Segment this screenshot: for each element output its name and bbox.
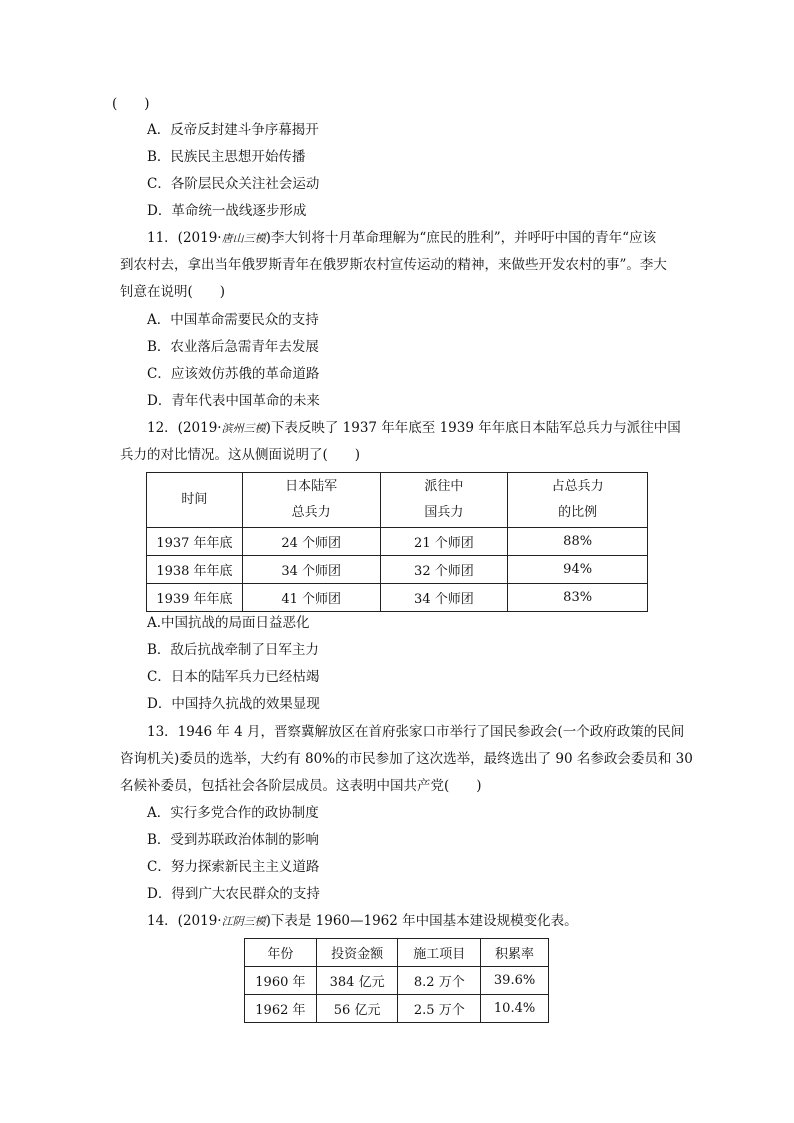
header-cell-time: 时间: [147, 473, 243, 528]
table-cell: 24 个师团: [242, 528, 380, 556]
q10-option-d: D．革命统一战线逐步形成: [147, 203, 307, 219]
header-cell-accumulation: 积累率: [481, 939, 549, 967]
q13-stem-line2: 咨询机关)委员的选举，大约有 80%的市民参加了这次选举，最终选出了 90 名参政会委员和 30: [120, 751, 693, 767]
q12-option-a: A.中国抗战的局面日益恶化: [147, 615, 310, 631]
header-cell-investment: 投资金额: [316, 939, 398, 967]
header-cell-year: 年份: [245, 939, 317, 967]
q11-text1: )李大钊将十月革命理解为“庶民的胜利”，并呼吁中国的青年“应该: [265, 230, 657, 246]
header-cell-army-total: 日本陆军 总兵力: [242, 473, 380, 528]
table-cell: 2.5 万个: [398, 995, 481, 1023]
q12-option-b: B．敌后抗战牵制了日军主力: [147, 642, 319, 658]
q14-construction-table: [244, 938, 549, 1023]
q11-stem-line2: 到农村去，拿出当年俄罗斯青年在俄罗斯农村宣传运动的精神，来做些开发农村的事”。李大: [120, 257, 667, 273]
q12-source: 滨州三模: [221, 422, 266, 435]
table-cell: 83%: [508, 584, 648, 612]
q12-option-d: D．中国持久抗战的效果显现: [147, 696, 320, 712]
q11-source: 唐山三模: [221, 232, 266, 245]
table-cell: 1962 年: [245, 995, 317, 1023]
q13-option-a: A．实行多党合作的政协制度: [147, 805, 319, 821]
q11-stem-line3: 钊意在说明( ): [120, 284, 226, 300]
table-row: [147, 556, 648, 584]
q12-text1: )下表反映了 1937 年年底至 1939 年年底日本陆军总兵力与派往中国: [265, 420, 681, 436]
q10-option-c: C．各阶层民众关注社会运动: [147, 176, 320, 192]
table-row: [245, 967, 549, 995]
table-cell: 32 个师团: [380, 556, 508, 584]
table-cell: 8.2 万个: [398, 967, 481, 995]
q13-option-b: B．受到苏联政治体制的影响: [147, 832, 319, 848]
q11-option-a: A．中国革命需要民众的支持: [147, 312, 319, 328]
q11-option-b: B．农业落后急需青年去发展: [147, 339, 319, 355]
table-cell: 1960 年: [245, 967, 317, 995]
table-cell: 88%: [508, 528, 648, 556]
q14-text1: )下表是 1960—1962 年中国基本建设规模变化表。: [265, 913, 578, 929]
header-cell-projects: 施工项目: [398, 939, 481, 967]
q11-stem-line1: [147, 228, 656, 249]
header-cell-sent-china: 派往中 国兵力: [380, 473, 508, 528]
table-cell: 1937 年年底: [147, 528, 243, 556]
q12-stem-line2: 兵力的对比情况。这从侧面说明了( ): [120, 447, 361, 463]
table-cell: 39.6%: [481, 967, 549, 995]
table-cell: 1938 年年底: [147, 556, 243, 584]
q13-stem-line1: 13．1946 年 4 月，晋察冀解放区在首府张家口市举行了国民参政会(一个政府政策的民间: [147, 724, 685, 740]
table-header-row: [245, 939, 549, 967]
table-row: [147, 584, 648, 612]
q13-option-d: D．得到广大农民群众的支持: [147, 886, 320, 902]
table-cell: 34 个师团: [242, 556, 380, 584]
table-cell: 34 个师团: [380, 584, 508, 612]
q10-option-b: B．民族民主思想开始传播: [147, 149, 306, 165]
table-cell: 10.4%: [481, 995, 549, 1023]
q12-number: 12．(2019·: [147, 420, 222, 436]
q12-troop-table: [146, 472, 648, 612]
q14-source: 江阴三模: [221, 915, 266, 928]
table-row: [245, 995, 549, 1023]
table-cell: 1939 年年底: [147, 584, 243, 612]
header-cell-ratio: 占总兵力 的比例: [508, 473, 648, 528]
q14-stem-line1: [147, 911, 578, 932]
q13-stem-line3: 名候补委员，包括社会各阶层成员。这表明中国共产党( ): [120, 778, 482, 794]
q12-option-c: C．日本的陆军兵力已经枯竭: [147, 669, 320, 685]
q10-option-a: A．反帝反封建斗争序幕揭开: [147, 122, 319, 138]
q11-option-c: C．应该效仿苏俄的革命道路: [147, 366, 320, 382]
table-cell: 41 个师团: [242, 584, 380, 612]
q11-option-d: D．青年代表中国革命的未来: [147, 393, 320, 409]
q10-answer-paren: ( ): [112, 96, 150, 112]
table-cell: 384 亿元: [316, 967, 398, 995]
q12-stem-line1: [147, 418, 681, 439]
table-cell: 94%: [508, 556, 648, 584]
q11-number: 11．(2019·: [147, 230, 222, 246]
table-cell: 21 个师团: [380, 528, 508, 556]
q13-option-c: C．努力探索新民主主义道路: [147, 859, 320, 875]
table-header-row: [147, 473, 648, 528]
q14-number: 14．(2019·: [147, 913, 222, 929]
table-row: [147, 528, 648, 556]
table-cell: 56 亿元: [316, 995, 398, 1023]
